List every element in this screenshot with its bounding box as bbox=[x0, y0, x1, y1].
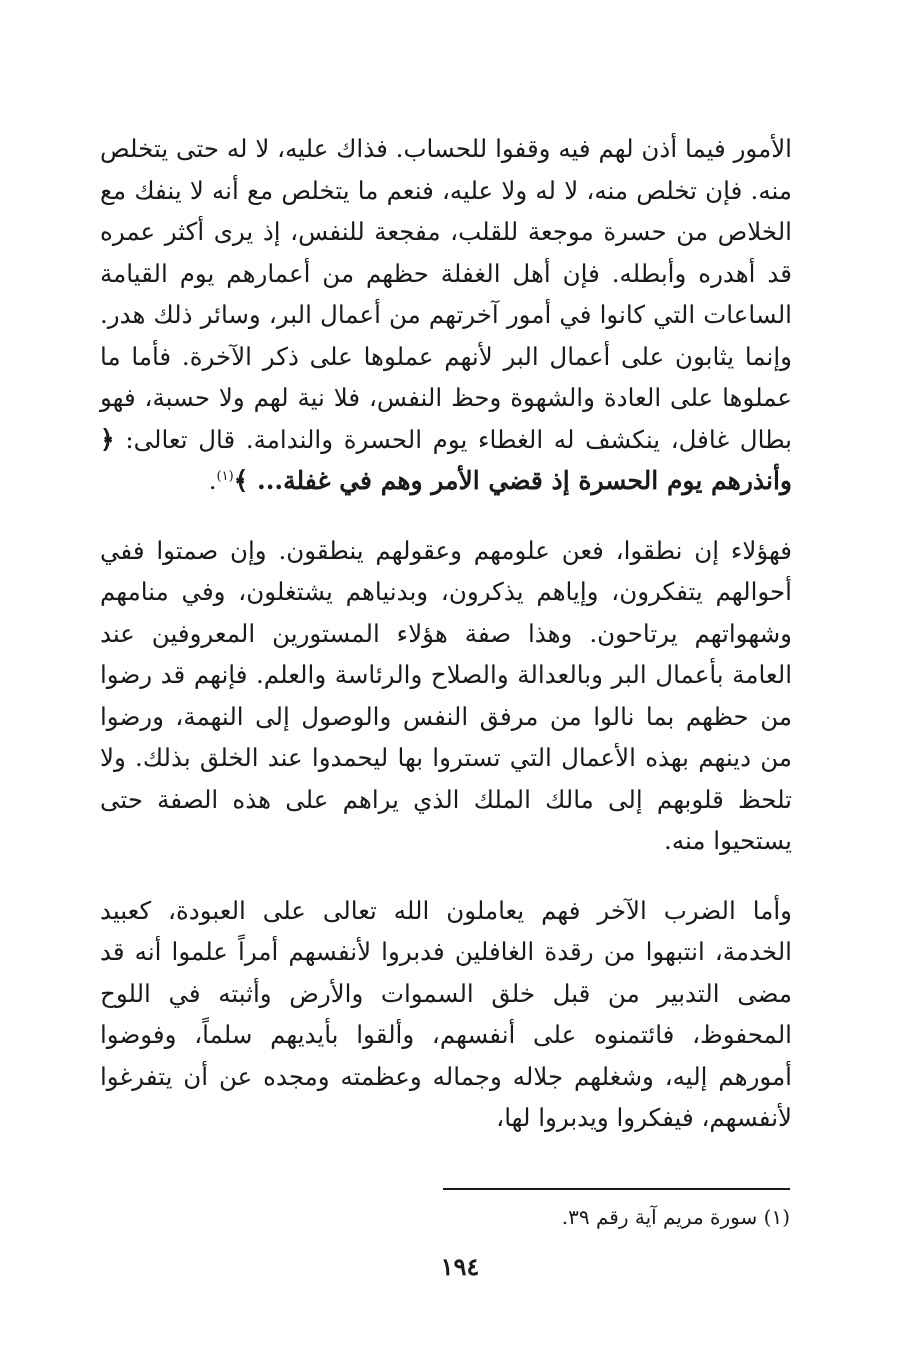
page-body bbox=[100, 128, 792, 1139]
footnote: (١) سورة مريم آية رقم ٣٩. bbox=[561, 1205, 790, 1229]
paragraph-1 bbox=[100, 128, 792, 502]
footnote-divider bbox=[443, 1188, 790, 1190]
page-number: ١٩٤ bbox=[440, 1252, 480, 1281]
paragraph-1-end: . bbox=[208, 466, 217, 495]
paragraph-3: وأما الضرب الآخر فهم يعاملون الله تعالى على العبودة، كعبيد الخدمة، انتبهوا من رقدة الغافلين فدبروا لأنفسهم أمراً علموا أنه قد مضى التدبير من قبل خلق السموات والأرض وأثبته في اللوح المحفوظ، فائتمنوه على أنفسهم، وألقوا بأيديهم سلماً، وفوضوا أمورهم إليه، وشغلهم جلاله وجماله وعظمته ومجده عن أن يتفرغوا لأنفسهم، فيفكروا ويدبروا لها، bbox=[100, 895, 792, 1132]
paragraph-1-text: الأمور فيما أذن لهم فيه وقفوا للحساب. فذاك عليه، لا له حتى يتخلص منه. فإن تخلص منه، لا له ولا عليه، فنعم ما يتخلص مع أنه لا ينفك مع الخلاص من حسرة موجعة للقلب، مفجعة للنفس، إذ يرى أكثر عمره قد أهدره وأبطله. فإن أهل الغفلة حظهم من أعمارهم يوم القيامة الساعات التي كانوا في أمور آخرتهم من أعمال البر، وسائر ذلك هدر. وإنما يثابون على أعمال البر لأنهم عملوها على ذكر الآخرة. فأما ما عملوها على العادة والشهوة وحظ النفس، فلا نية لهم ولا حسبة، فهو بطال غافل، ينكشف له الغطاء يوم الحسرة والندامة. قال تعالى: bbox=[100, 134, 793, 454]
quran-verse: ﴿ وأنذرهم يوم الحسرة إذ قضي الأمر وهم في غفلة... ﴾ bbox=[100, 424, 792, 495]
paragraph-2: فهؤلاء إن نطقوا، فعن علومهم وعقولهم ينطقون. وإن صمتوا ففي أحوالهم يتفكرون، وإياهم يذكرون، وبدنياهم يشتغلون، وفي منامهم وشهواتهم يرتاحون. وهذا صفة هؤلاء المستورين المعروفين عند العامة بأعمال البر وبالعدالة والصلاح والرئاسة والعلم. فإنهم قد رضوا من حظهم بما نالوا من مرفق النفس والوصول إلى النهمة، ورضوا من دينهم بهذه الأعمال التي تستروا بها ليحمدوا عند الخلق بذلك. ولا تلحظ قلوبهم إلى مالك الملك الذي يراهم على هذه الصفة حتى يستحيوا منه. bbox=[100, 535, 793, 855]
footnote-reference: (١) bbox=[216, 468, 234, 484]
